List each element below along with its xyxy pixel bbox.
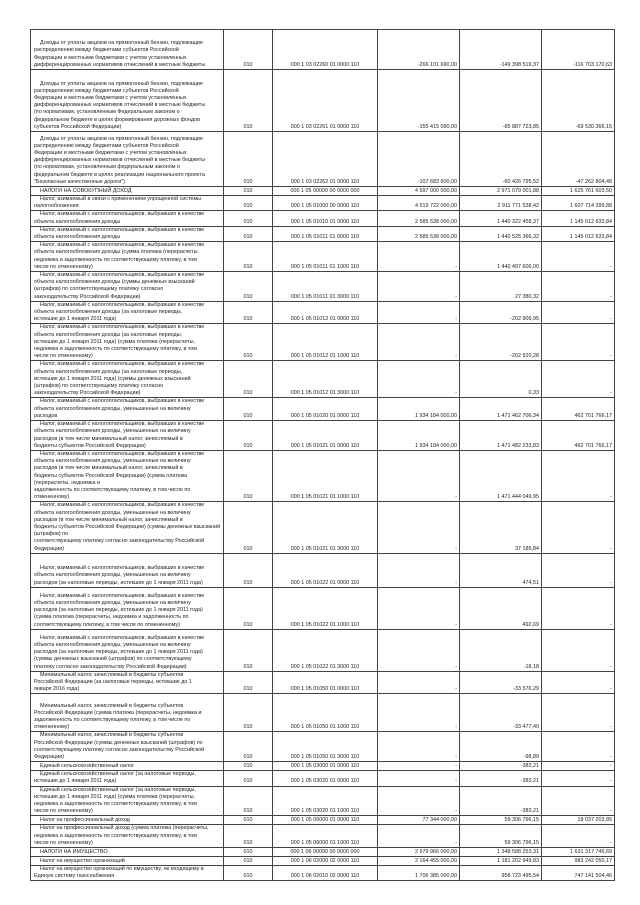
table-row — [31, 553, 615, 587]
row-exec-cell: 0,33 — [460, 361, 542, 398]
row-code-cell: 010 — [224, 398, 273, 421]
row-plan-cell: -266 101 690,00 — [378, 30, 460, 70]
row-name-cell: Налог, взимаемый с налогоплательщиков, выбравших в качестве объекта налогообложения доходы, уменьшенные на величину расходов (в том числе минимальный налог, зачисляемый в бюджеты субъектов Российской Федерации) (суммы денежных взысканий (штрафов) по соответствующему платежу согласно законодательству Российской Федерации) — [31, 502, 224, 553]
row-exec-cell: -383,21 — [460, 786, 542, 816]
row-name-cell: Доходы от уплаты акцизов на прямогонный бензин, подлежащие распределению между бюджетами субъектов Российской Федерации и местными бюджетами с учетом установленных дифференцированных нормативов отчислений в местные бюджеты — [31, 30, 224, 70]
row-code-cell: 010 — [224, 132, 273, 187]
row-rest-cell: - — [542, 671, 615, 694]
table-row — [31, 762, 615, 771]
row-exec-cell: 2 911 771 538,42 — [460, 196, 542, 211]
row-name-cell: Налог, взимаемый с налогоплательщиков, выбравших в качестве объекта налогообложения доходы (за налоговые периоды, истекшие до 1 января 2011 года) (суммы денежных взысканий (штрафов) по соответствующему платежу согласно законодательству Российской Федерации) — [31, 361, 224, 398]
row-exec-cell: -383,21 — [460, 762, 542, 771]
row-name-cell: Налог, взимаемый с налогоплательщиков, выбравших в качестве объекта налогообложения доходы, уменьшенные на величину расходов (за налоговые периоды, истекшие до 1 января 2011 года) (сумма платежа (перерасчеты, недоимка и задолженность по соответствующему платежу, в том числе по отмененному) — [31, 587, 224, 629]
row-kbk-cell: 000 1 05 01050 01 3000 110 — [273, 732, 378, 762]
row-plan-cell: 2 164 455 000,00 — [378, 857, 460, 866]
row-name-cell: НАЛОГИ НА ИМУЩЕСТВО — [31, 848, 224, 857]
row-rest-cell: - — [542, 272, 615, 302]
row-name-cell: Налог, взимаемый с налогоплательщиков, выбравших в качестве объекта налогообложения доходы (сумма платежа (перерасчеты, недоимка и задолженность по соответствующему платежу, в том числе по отмененному) — [31, 242, 224, 272]
table-row — [31, 70, 615, 132]
row-rest-cell: 462 701 766,17 — [542, 421, 615, 451]
table-row — [31, 30, 615, 70]
row-kbk-cell: 000 1 05 01022 01 0000 110 — [273, 553, 378, 587]
row-code-cell: 010 — [224, 272, 273, 302]
row-name-cell: Налог на профессиональный доход — [31, 816, 224, 825]
row-rest-cell: - — [542, 361, 615, 398]
row-plan-cell: - — [378, 786, 460, 816]
row-rest-cell: - — [542, 324, 615, 361]
row-kbk-cell: 000 1 05 01012 01 1000 110 — [273, 324, 378, 361]
table-row — [31, 671, 615, 694]
row-name-cell: Минимальный налог, зачисляемый в бюджеты субъектов Российской Федерации (за налоговые периоды, истекшие до 1 января 2016 года) — [31, 671, 224, 694]
row-name-cell: Минимальный налог, зачисляемый в бюджеты субъектов Российской Федерации (суммы денежных взысканий (штрафов) по соответствующему платежу согласно законодательству Российской Федерации) — [31, 732, 224, 762]
table-row — [31, 825, 615, 848]
row-plan-cell: -107 683 600,00 — [378, 132, 460, 187]
row-rest-cell: - — [542, 629, 615, 671]
row-exec-cell: 958 723 495,54 — [460, 866, 542, 881]
row-code-cell: 010 — [224, 786, 273, 816]
row-exec-cell: 1 471 462 706,34 — [460, 398, 542, 421]
row-code-cell: 010 — [224, 553, 273, 587]
table-body — [31, 30, 615, 881]
table-row — [31, 187, 615, 196]
row-plan-cell: 1 706 385 000,00 — [378, 866, 460, 881]
row-kbk-cell: 000 1 05 01020 01 0000 110 — [273, 398, 378, 421]
row-name-cell: Налог, взимаемый в связи с применением упрощенной системы налогообложения — [31, 196, 224, 211]
row-kbk-cell: 000 1 05 03000 01 0000 110 — [273, 762, 378, 771]
row-kbk-cell: 000 1 05 01011 01 1000 110 — [273, 242, 378, 272]
row-code-cell: 010 — [224, 866, 273, 881]
table-row — [31, 226, 615, 241]
row-name-cell: Налог, взимаемый с налогоплательщиков, выбравших в качестве объекта налогообложения доходы, уменьшенные на величину расходов — [31, 398, 224, 421]
row-rest-cell: 747 141 504,46 — [542, 866, 615, 881]
row-plan-cell: - — [378, 732, 460, 762]
table-row — [31, 132, 615, 187]
row-plan-cell: - — [378, 825, 460, 848]
table-row — [31, 242, 615, 272]
row-kbk-cell: 000 1 05 01050 01 0000 110 — [273, 671, 378, 694]
row-rest-cell: 1 607 714 399,88 — [542, 196, 615, 211]
row-kbk-cell: 000 1 05 01011 01 3000 110 — [273, 272, 378, 302]
row-name-cell: Налог, взимаемый с налогоплательщиков, выбравших в качестве объекта налогообложения доходы, уменьшенные на величину расходов (за налоговые периоды, истекшие до 1 января 2011 года) (суммы денежных взысканий (штрафов) по соответствующему платежу согласно законодательству Российской Федерации) — [31, 629, 224, 671]
row-code-cell: 010 — [224, 502, 273, 553]
row-name-cell: Налог, взимаемый с налогоплательщиков, выбравших в качестве объекта налогообложения доходы (за налоговые периоды, истекшие до 1 января 2011 года) (сумма платежа (перерасчеты, недоимка и задолженность по соответствующему платежу, в том числе по отмененному) — [31, 324, 224, 361]
table-row — [31, 866, 615, 881]
table-row — [31, 361, 615, 398]
row-plan-cell: - — [378, 553, 460, 587]
row-exec-cell: 474,51 — [460, 553, 542, 587]
row-rest-cell: - — [542, 450, 615, 501]
row-plan-cell: - — [378, 587, 460, 629]
row-kbk-cell: 000 1 06 02010 02 0000 110 — [273, 866, 378, 881]
table-row — [31, 629, 615, 671]
row-exec-cell: -85 887 723,85 — [460, 70, 542, 132]
row-rest-cell: -47 262 804,48 — [542, 132, 615, 187]
row-exec-cell: 492,69 — [460, 587, 542, 629]
row-kbk-cell: 000 1 03 02260 01 0000 110 — [273, 30, 378, 70]
row-kbk-cell: 000 1 05 01000 00 0000 110 — [273, 196, 378, 211]
row-rest-cell: 1 145 012 633,84 — [542, 211, 615, 226]
row-kbk-cell: 000 1 05 01010 01 0000 110 — [273, 211, 378, 226]
row-plan-cell: - — [378, 762, 460, 771]
row-plan-cell: - — [378, 361, 460, 398]
row-code-cell: 010 — [224, 301, 273, 324]
table-row — [31, 857, 615, 866]
row-plan-cell: 2 585 538 000,00 — [378, 226, 460, 241]
row-exec-cell: 27 380,32 — [460, 272, 542, 302]
row-code-cell: 010 — [224, 629, 273, 671]
row-kbk-cell: 000 1 05 00000 00 0000 000 — [273, 187, 378, 196]
row-rest-cell: - — [542, 242, 615, 272]
table-row — [31, 196, 615, 211]
row-plan-cell: - — [378, 694, 460, 732]
table-row — [31, 502, 615, 553]
row-code-cell: 010 — [224, 825, 273, 848]
row-exec-cell: -33 477,40 — [460, 694, 542, 732]
row-plan-cell: 1 934 184 000,00 — [378, 421, 460, 451]
row-rest-cell: 1 625 761 603,50 — [542, 187, 615, 196]
row-exec-cell: -18,18 — [460, 629, 542, 671]
row-rest-cell: - — [542, 825, 615, 848]
table-row — [31, 848, 615, 857]
row-exec-cell: 1 471 444 049,95 — [460, 450, 542, 501]
report-sheet — [30, 29, 610, 881]
row-code-cell: 010 — [224, 242, 273, 272]
row-name-cell: Налог, взимаемый с налогоплательщиков, выбравших в качестве объекта налогообложения доходы — [31, 211, 224, 226]
row-name-cell: НАЛОГИ НА СОВОКУПНЫЙ ДОХОД — [31, 187, 224, 196]
row-exec-cell: 1 348 588 253,31 — [460, 848, 542, 857]
table-row — [31, 694, 615, 732]
row-kbk-cell: 000 1 05 01022 01 1000 110 — [273, 587, 378, 629]
row-code-cell: 010 — [224, 450, 273, 501]
row-kbk-cell: 000 1 05 01012 01 0000 110 — [273, 301, 378, 324]
row-plan-cell: 4 519 722 000,00 — [378, 196, 460, 211]
table-row — [31, 587, 615, 629]
row-code-cell: 010 — [224, 226, 273, 241]
row-kbk-cell: 000 1 05 03020 01 0000 110 — [273, 771, 378, 786]
row-rest-cell: -116 703 170,63 — [542, 30, 615, 70]
row-code-cell: 010 — [224, 732, 273, 762]
row-rest-cell: -69 530 366,15 — [542, 70, 615, 132]
row-plan-cell: - — [378, 272, 460, 302]
row-kbk-cell: 000 1 06 02000 02 0000 110 — [273, 857, 378, 866]
table-row — [31, 786, 615, 816]
row-name-cell: Налог, взимаемый с налогоплательщиков, выбравших в качестве объекта налогообложения доходы (суммы денежных взысканий (штрафов) по соответствующему платежу согласно законодательству Российской Федерации) — [31, 272, 224, 302]
row-rest-cell: 1 145 012 633,84 — [542, 226, 615, 241]
row-rest-cell: 983 242 050,17 — [542, 857, 615, 866]
row-code-cell: 010 — [224, 848, 273, 857]
row-code-cell: 010 — [224, 421, 273, 451]
row-exec-cell: 59 306 796,15 — [460, 816, 542, 825]
row-plan-cell: 4 597 000 000,00 — [378, 187, 460, 196]
table-row — [31, 324, 615, 361]
row-exec-cell: -149 398 519,37 — [460, 30, 542, 70]
row-name-cell: Минимальный налог, зачисляемый в бюджеты субъектов Российской Федерации (сумма платежа (перерасчеты, недоимка и задолженность по соответствующему платежу, в том числе по отмененному) — [31, 694, 224, 732]
row-rest-cell: - — [542, 553, 615, 587]
row-name-cell: Налог, взимаемый с налогоплательщиков, выбравших в качестве объекта налогообложения доходы, уменьшенные на величину расходов (в том числе минимальный налог, зачисляемый в бюджеты субъектов Российской Федерации) (сумма платежа (перерасчеты, недоимка и задолженность по соответствующему платежу, в том числе по отмененному) — [31, 450, 224, 501]
row-code-cell: 010 — [224, 671, 273, 694]
table-row — [31, 450, 615, 501]
row-exec-cell: 1 471 482 233,83 — [460, 421, 542, 451]
row-name-cell: Налог на имущество организаций — [31, 857, 224, 866]
row-name-cell: Единый сельскохозяйственный налог (за налоговые периоды, истекшие до 1 января 2011 года) (сумма платежа (перерасчеты, недоимка и задолженность по соответствующему платежу, в том числе по отмененному) — [31, 786, 224, 816]
row-code-cell: 010 — [224, 70, 273, 132]
table-row — [31, 816, 615, 825]
row-exec-cell: -98,89 — [460, 732, 542, 762]
row-kbk-cell: 000 1 05 06000 01 0000 110 — [273, 816, 378, 825]
row-plan-cell: 1 934 184 000,00 — [378, 398, 460, 421]
row-plan-cell: 77 344 000,00 — [378, 816, 460, 825]
row-exec-cell: 1 440 497 606,00 — [460, 242, 542, 272]
row-plan-cell: -155 415 090,00 — [378, 70, 460, 132]
row-code-cell: 010 — [224, 771, 273, 786]
row-code-cell: 010 — [224, 816, 273, 825]
row-rest-cell: - — [542, 771, 615, 786]
row-kbk-cell: 000 1 05 03020 01 1000 110 — [273, 786, 378, 816]
row-exec-cell: 2 971 079 001,88 — [460, 187, 542, 196]
row-code-cell: 010 — [224, 187, 273, 196]
row-rest-cell: - — [542, 762, 615, 771]
row-plan-cell: - — [378, 771, 460, 786]
table-row — [31, 732, 615, 762]
row-plan-cell: - — [378, 450, 460, 501]
row-rest-cell: - — [542, 732, 615, 762]
row-name-cell: Единый сельскохозяйственный налог — [31, 762, 224, 771]
table-row — [31, 398, 615, 421]
row-exec-cell: 37 185,84 — [460, 502, 542, 553]
row-plan-cell: - — [378, 671, 460, 694]
row-code-cell: 010 — [224, 857, 273, 866]
row-code-cell: 010 — [224, 587, 273, 629]
table-row — [31, 211, 615, 226]
row-exec-cell: -202 909,95 — [460, 301, 542, 324]
row-rest-cell: - — [542, 786, 615, 816]
row-kbk-cell: 000 1 03 02262 01 0000 110 — [273, 132, 378, 187]
row-kbk-cell: 000 1 05 06000 01 1000 110 — [273, 825, 378, 848]
row-code-cell: 010 — [224, 762, 273, 771]
row-code-cell: 010 — [224, 361, 273, 398]
row-exec-cell: 1 440 322 458,37 — [460, 211, 542, 226]
row-plan-cell: - — [378, 301, 460, 324]
row-exec-cell: -33 576,29 — [460, 671, 542, 694]
row-name-cell: Налог на профессиональный доход (сумма платежа (перерасчеты, недоимка и задолженность по соответствующему платежу, в том числе по отмененному) — [31, 825, 224, 848]
row-name-cell: Налог, взимаемый с налогоплательщиков, выбравших в качестве объекта налогообложения доходы — [31, 226, 224, 241]
row-plan-cell: - — [378, 242, 460, 272]
row-rest-cell: - — [542, 694, 615, 732]
row-kbk-cell: 000 1 06 00000 00 0000 000 — [273, 848, 378, 857]
row-kbk-cell: 000 1 05 01021 01 3000 110 — [273, 502, 378, 553]
row-name-cell: Налог на имущество организаций по имуществу, не входящему в Единую систему газоснабжения — [31, 866, 224, 881]
row-kbk-cell: 000 1 05 01012 01 3000 110 — [273, 361, 378, 398]
row-name-cell: Налог, взимаемый с налогоплательщиков, выбравших в качестве объекта налогообложения доходы, уменьшенные на величину расходов (в том числе минимальный налог, зачисляемый в бюджеты субъектов Российской Федерации) — [31, 421, 224, 451]
row-exec-cell: 1 440 525 366,32 — [460, 226, 542, 241]
row-kbk-cell: 000 1 05 01021 01 0000 110 — [273, 421, 378, 451]
row-code-cell: 010 — [224, 196, 273, 211]
row-code-cell: 010 — [224, 324, 273, 361]
row-exec-cell: 59 306 796,15 — [460, 825, 542, 848]
row-plan-cell: - — [378, 629, 460, 671]
row-code-cell: 010 — [224, 30, 273, 70]
table-row — [31, 301, 615, 324]
row-kbk-cell: 000 1 05 01022 01 3000 110 — [273, 629, 378, 671]
row-plan-cell: 2 585 538 000,00 — [378, 211, 460, 226]
row-code-cell: 010 — [224, 211, 273, 226]
row-exec-cell: 1 181 202 949,83 — [460, 857, 542, 866]
row-rest-cell: - — [542, 587, 615, 629]
row-name-cell: Доходы от уплаты акцизов на прямогонный бензин, подлежащие распределению между бюджетами субъектов Российской Федерации и местными бюджетами с учетом установленных дифференцированных нормативов отчислений в местные бюджеты (по нормативам, установленным Федеральным законом о федеральном бюджете в целях формирования дорожных фондов субъектов Российской Федерации) — [31, 70, 224, 132]
row-plan-cell: - — [378, 502, 460, 553]
row-plan-cell: - — [378, 324, 460, 361]
row-kbk-cell: 000 1 03 02261 01 0000 110 — [273, 70, 378, 132]
row-plan-cell: 2 979 966 000,00 — [378, 848, 460, 857]
row-kbk-cell: 000 1 05 01050 01 1000 110 — [273, 694, 378, 732]
row-exec-cell: -202 910,28 — [460, 324, 542, 361]
row-kbk-cell: 000 1 05 01011 01 0000 110 — [273, 226, 378, 241]
row-rest-cell: - — [542, 502, 615, 553]
table-row — [31, 272, 615, 302]
table-row — [31, 421, 615, 451]
row-rest-cell: 18 037 203,85 — [542, 816, 615, 825]
row-rest-cell: - — [542, 301, 615, 324]
row-exec-cell: -60 426 795,52 — [460, 132, 542, 187]
table-row — [31, 771, 615, 786]
row-name-cell: Налог, взимаемый с налогоплательщиков, выбравших в качестве объекта налогообложения доходы, уменьшенные на величину расходов (за налоговые периоды, истекшие до 1 января 2011 года) — [31, 553, 224, 587]
row-name-cell: Единый сельскохозяйственный налог (за налоговые периоды, истекшие до 1 января 2011 года) — [31, 771, 224, 786]
row-exec-cell: -383,21 — [460, 771, 542, 786]
row-rest-cell: 1 631 317 746,69 — [542, 848, 615, 857]
row-name-cell: Доходы от уплаты акцизов на прямогонный бензин, подлежащие распределению между бюджетами субъектов Российской Федерации и местными бюджетами с учетом установленных дифференцированных нормативов отчислений в местные бюджеты (по нормативам, установленным федеральным законом о федеральном бюджете в целях реализации национального проекта "Безопасные качественные дороги") — [31, 132, 224, 187]
row-code-cell: 010 — [224, 694, 273, 732]
budget-income-table — [30, 29, 615, 881]
row-rest-cell: 462 701 766,17 — [542, 398, 615, 421]
row-kbk-cell: 000 1 05 01021 01 1000 110 — [273, 450, 378, 501]
row-name-cell: Налог, взимаемый с налогоплательщиков, выбравших в качестве объекта налогообложения доходы (за налоговые периоды, истекшие до 1 января 2011 года) — [31, 301, 224, 324]
